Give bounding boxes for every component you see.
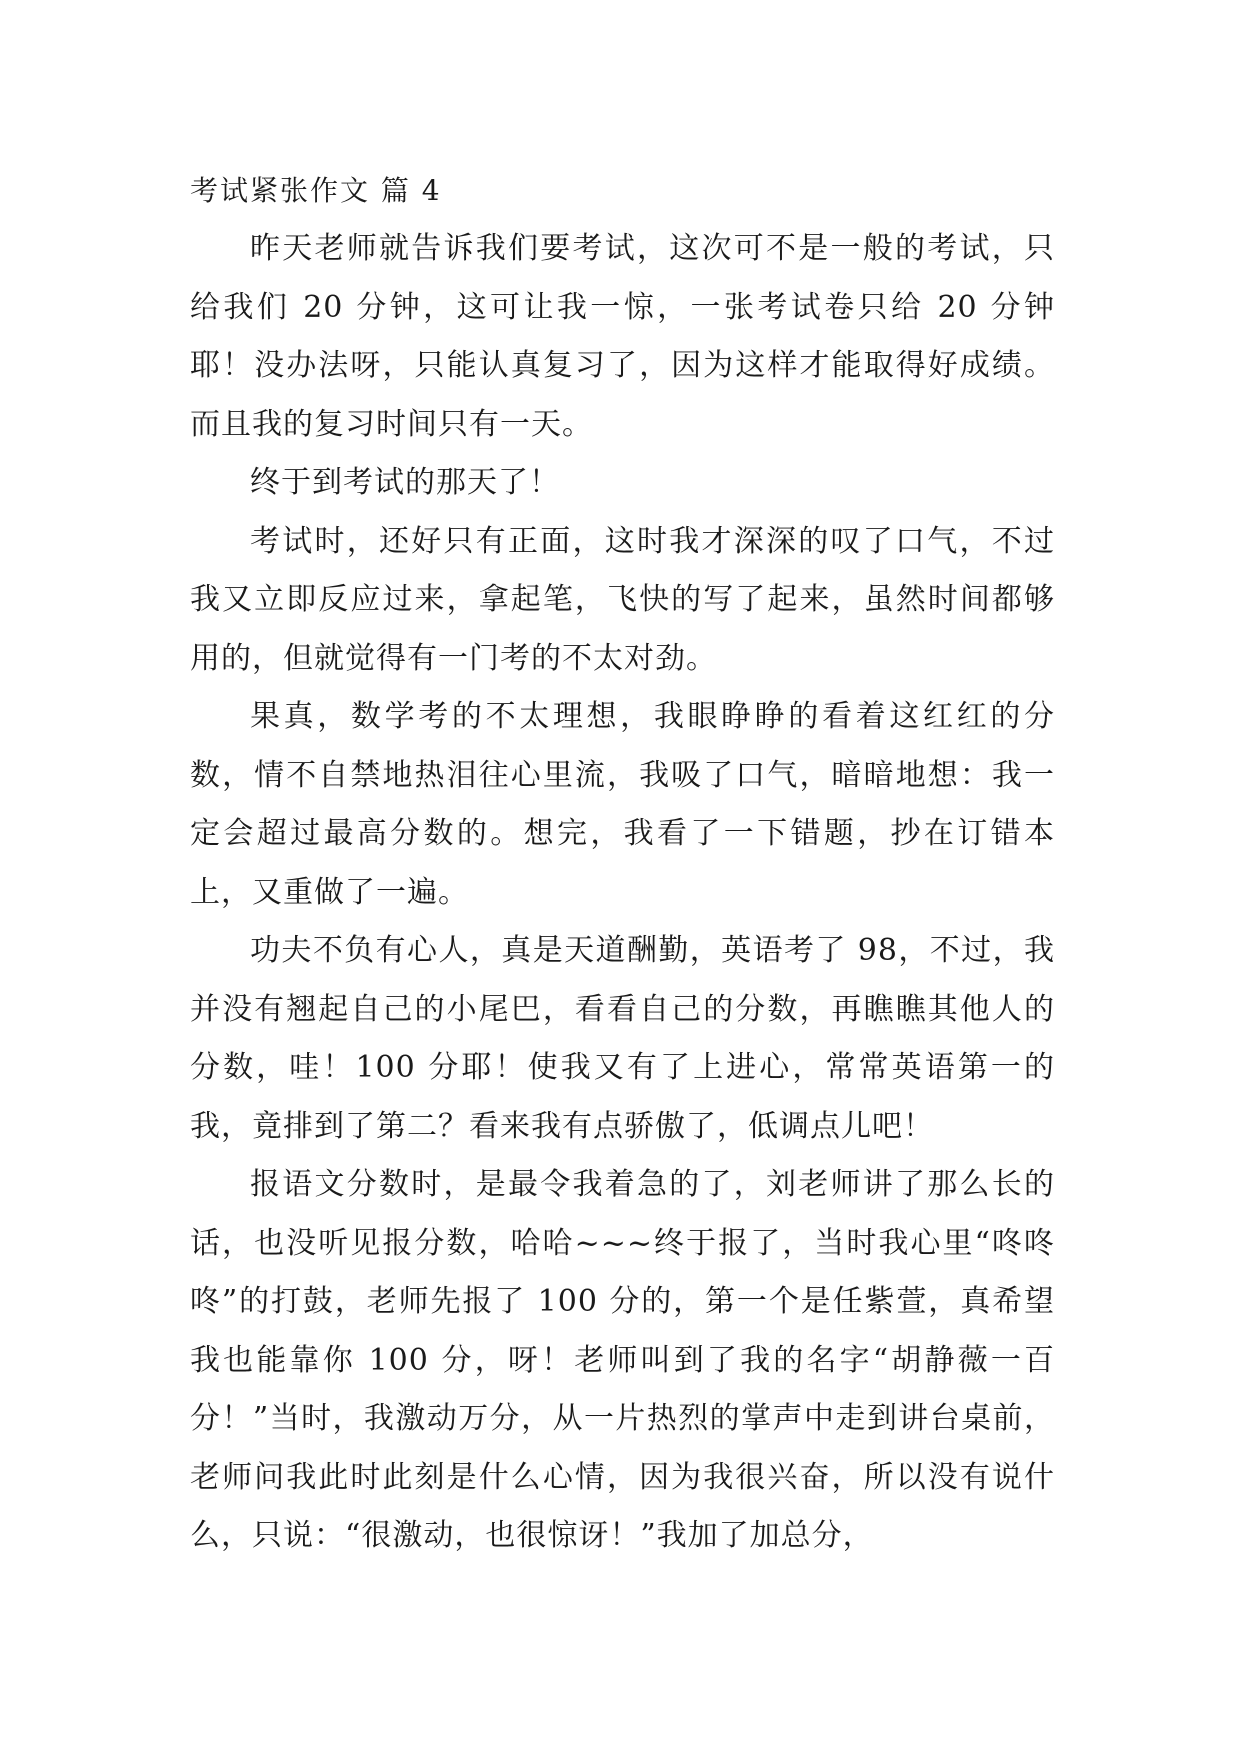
essay-paragraph: 果真，数学考的不太理想，我眼睁睁的看着这红红的分数，情不自禁地热泪往心里流，我吸了口气，暗暗地想：我一定会超过最高分数的。想完，我看了一下错题，抄在订错本上，又重做了一遍。 bbox=[190, 699, 1055, 910]
essay-body bbox=[190, 162, 1055, 1566]
essay-paragraph: 考试时，还好只有正面，这时我才深深的叹了口气，不过我又立即反应过来，拿起笔，飞快的写了起来，虽然时间都够用的，但就觉得有一门考的不太对劲。 bbox=[190, 523, 1055, 676]
essay-paragraph: 终于到考试的那天了！ bbox=[250, 465, 560, 500]
essay-paragraph: 昨天老师就告诉我们要考试，这次可不是一般的考试，只给我们 20 分钟，这可让我一惊，一张考试卷只给 20 分钟耶！没办法呀，只能认真复习了，因为这样才能取得好成绩。而且我的复习时间只有一天。 bbox=[190, 231, 1055, 442]
essay-title: 考试紧张作文 篇 4 bbox=[190, 174, 442, 207]
essay-paragraph: 报语文分数时，是最令我着急的了，刘老师讲了那么长的话，也没听见报分数，哈哈~~~终于报了，当时我心里“咚咚咚”的打鼓，老师先报了 100 分的，第一个是任紫萱，真希望我也能靠你 100 分，呀！老师叫到了我的名字“胡静薇一百分！”当时，我激动万分，从一片热烈的掌声中走到讲台桌前，老师问我此时此刻是什么心情，因为我很兴奋，所以没有说什么，只说：“很激动，也很惊讶！”我加了加总分， bbox=[190, 1167, 1055, 1553]
essay-paragraph: 功夫不负有心人，真是天道酬勤，英语考了 98，不过，我并没有翘起自己的小尾巴，看看自己的分数，再瞧瞧其他人的分数，哇！100 分耶！使我又有了上进心，常常英语第一的我，竟排到了第二？看来我有点骄傲了，低调点儿吧！ bbox=[190, 933, 1055, 1144]
